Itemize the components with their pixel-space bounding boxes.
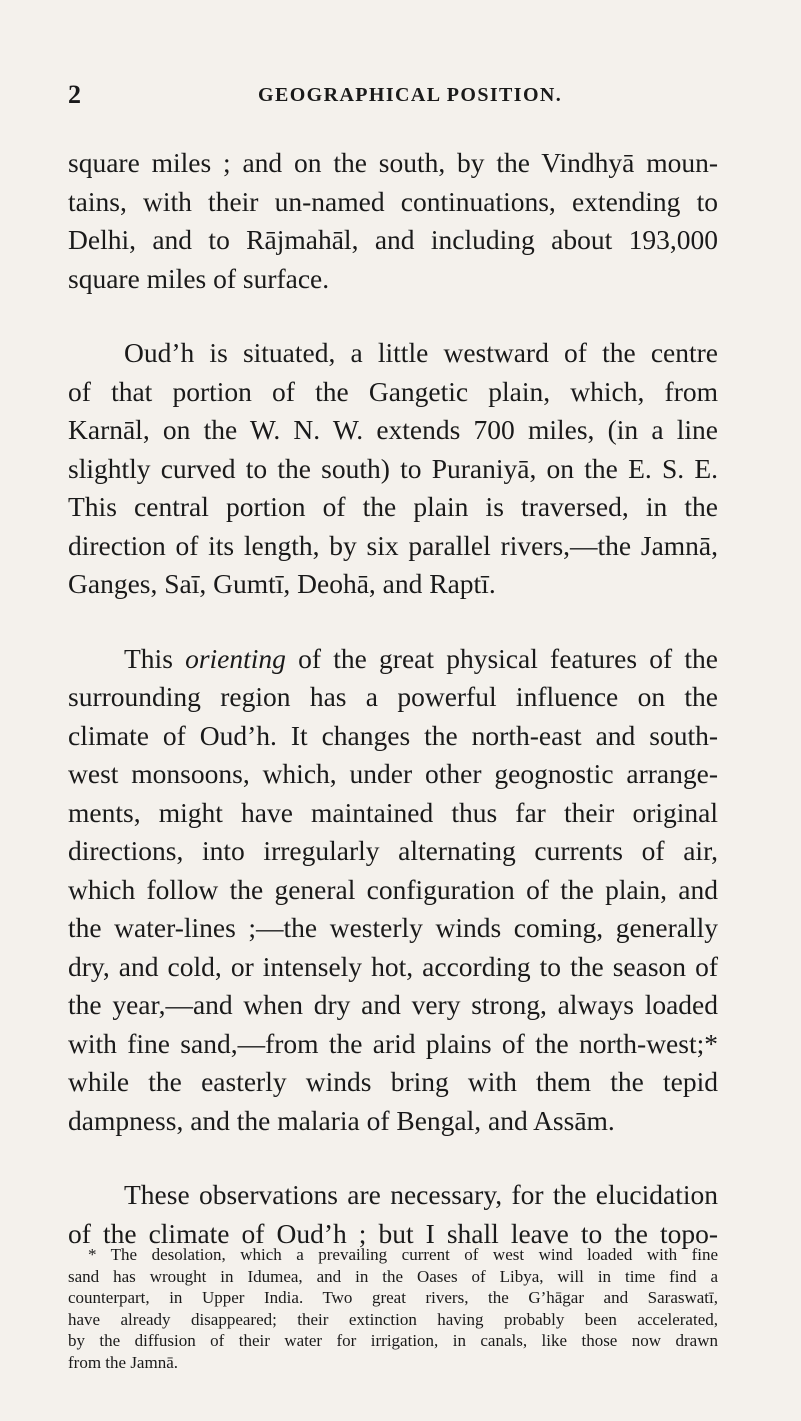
text-line: climate of Oud’h. It changes the north-east and south- bbox=[68, 719, 718, 751]
paragraph-2 bbox=[68, 334, 718, 604]
text-line: square miles of surface. bbox=[68, 262, 330, 294]
paragraph-1 bbox=[68, 144, 718, 298]
body-text bbox=[68, 144, 718, 1253]
text-line: direction of its length, by six parallel rivers,—the Jamnā, bbox=[68, 529, 718, 561]
text-line: while the easterly winds bring with them the tepid bbox=[68, 1066, 718, 1097]
text-line: square miles ; and on the south, by the Vindhyā moun- bbox=[68, 147, 718, 178]
text-line: west monsoons, which, under other geognostic arrange- bbox=[68, 758, 718, 789]
footnote-line: counterpart, in Upper India. Two great rivers, the G’hāgar and Saraswatī, bbox=[68, 1288, 718, 1307]
text-run: of the great physical features of the bbox=[285, 642, 718, 674]
text-line: dampness, and the malaria of Bengal, and Assām. bbox=[68, 1104, 615, 1136]
text-line: Karnāl, on the W. N. W. extends 700 miles, (in a line bbox=[68, 414, 718, 445]
footnote-line: from the Jamnā. bbox=[68, 1352, 178, 1372]
page-header bbox=[68, 80, 718, 120]
text-line: which follow the general configuration of the plain, and bbox=[68, 873, 718, 905]
text-line: directions, into irregularly alternating currents of air, bbox=[68, 835, 718, 866]
text-line: tains, with their un-named continuations, extending to bbox=[68, 185, 718, 217]
footnote-line: sand has wrought in Idumea, and in the Oases of Libya, will in time find a bbox=[68, 1266, 718, 1286]
text-line: with fine sand,—from the arid plains of the north-west;* bbox=[68, 1027, 718, 1059]
text-line: the year,—and when dry and very strong, always loaded bbox=[68, 989, 718, 1020]
footnote-line: by the diffusion of their water for irrigation, in canals, like those now drawn bbox=[68, 1331, 718, 1350]
footnote-line: have already disappeared; their extinction having probably been accelerated, bbox=[68, 1309, 718, 1329]
text-line: the water-lines ;—the westerly winds coming, generally bbox=[68, 912, 718, 943]
footnote bbox=[68, 1244, 718, 1373]
page-number: 2 bbox=[68, 80, 81, 109]
text-line: surrounding region has a powerful influence on the bbox=[68, 681, 718, 712]
paragraph-4 bbox=[68, 1176, 718, 1253]
text-line: Delhi, and to Rājmahāl, and including about 193,000 bbox=[68, 224, 718, 255]
running-title: GEOGRAPHICAL POSITION. bbox=[258, 84, 563, 106]
footnote-line: * The desolation, which a prevailing current of west wind loaded with fine bbox=[88, 1245, 718, 1264]
text-line: This central portion of the plain is traversed, in the bbox=[68, 491, 718, 522]
text-line: of the climate of Oud’h ; but I shall leave to the topo- bbox=[68, 1217, 718, 1249]
text-line: Oud’h is situated, a little westward of the centre bbox=[124, 337, 718, 368]
emphasis-text: orienting bbox=[185, 642, 286, 674]
text-run: This bbox=[124, 642, 186, 674]
text-line: dry, and cold, or intensely hot, according to the season of bbox=[68, 950, 718, 982]
text-line bbox=[68, 640, 718, 679]
text-line: These observations are necessary, for the elucidation bbox=[124, 1179, 718, 1210]
text-line: of that portion of the Gangetic plain, which, from bbox=[68, 375, 718, 407]
text-line: slightly curved to the south) to Puraniyā, on the E. S. E. bbox=[68, 452, 718, 484]
text-line: ments, might have maintained thus far their original bbox=[68, 796, 718, 828]
paragraph-3 bbox=[68, 640, 718, 1141]
text-line: Ganges, Saī, Gumtī, Deohā, and Raptī. bbox=[68, 568, 496, 599]
